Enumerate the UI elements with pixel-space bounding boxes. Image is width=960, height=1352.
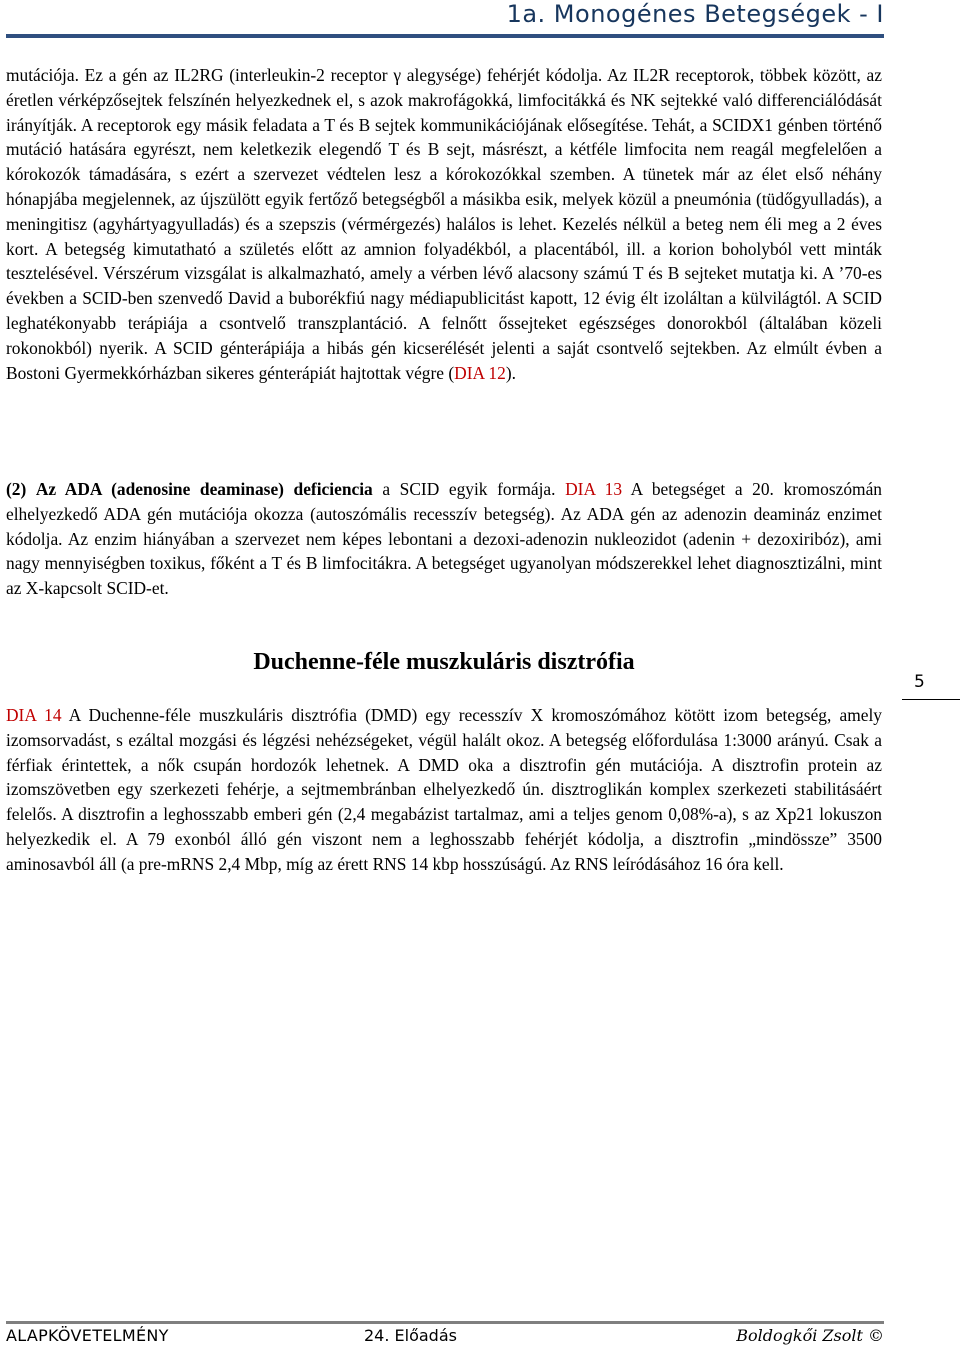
list-number: (2) (6, 479, 27, 499)
paragraph-ada-deficiency (6, 477, 882, 601)
page-header-title: 1a. Monogénes Betegségek - I (506, 0, 884, 28)
header-divider (6, 34, 884, 38)
section-heading: Duchenne-féle muszkuláris disztrófia (253, 649, 635, 675)
paragraph-scid-x1 (6, 63, 882, 385)
paragraph-text-a: a SCID egyik formája. (372, 479, 566, 499)
paragraph-text-end: ). (505, 362, 516, 383)
paragraph-dmd (6, 703, 882, 877)
dia-reference: DIA 14 (6, 705, 62, 725)
paragraph-lead-title: Az ADA (adenosine deaminase) deficiencia (35, 479, 373, 499)
page-number-underline (902, 699, 960, 700)
page-number: 5 (914, 672, 925, 692)
footer-lecture-label: 24. Előadás (364, 1326, 457, 1345)
paragraph-text: A Duchenne-féle muszkuláris disztrófia (DMD) egy recesszív X kromoszómához kötött izom betegség, amely izomsorvadást, s ezáltal mozgási és légzési nehézségeket, végül halált okoz. A betegség előfordulása 1:3000 arányú. Csak a férfiak érintettek, a nők csupán hordozók lehetnek. A DMD oka a disztrofin gén mutációja. A disztrofin protein az izomszövetben egy szerkezeti fehérje, a sejtmembránban elhelyezkedő ún. disztroglikán komplex szerkezeti stabilitásáért felelős. A disztrofin a leghosszabb emberi gén (2,4 megabázist tartalmaz, ami a teljes genom 0,08%-a), s az Xp21 lokuszon helyezkedik el. A 79 exonból álló gén viszont nem a leghosszabb fehérjét kódolja, a disztrofin „mindössze” 3500 aminosavból áll (a pre-mRNS 2,4 Mbp, míg az érett RNS 14 kbp hosszúságú. Az RNS leíródásához 16 óra kell. (6, 705, 882, 874)
paragraph-text-b: A betegséget a 20. kromoszómán elhelyezkedő ADA gén mutációja okozza (autoszómális recesszív betegség). Az ADA gén az adenozin deamináz enzimet kódolja. Az enzim hiányában a szervezet nem képes lebontani a dezoxi-adenozin nukleozidot (adenin + dezoxiribóz), ami nagy mennyiségben toxikus, főként a T és B limfocitákra. A betegséget ugyanolyan módszerekkel lehet diagnosztizálni, mint az X-kapcsolt SCID-et. (6, 479, 882, 599)
dia-reference: DIA 12 (454, 362, 506, 383)
paragraph-text: mutációja. Ez a gén az IL2RG (interleukin-2 receptor γ alegysége) fehérjét kódolja. Az IL2R receptorok, többek között, az éretlen vérképzősejtek felszínén helyezkednek el, s azok makrofágokká, limfocitákká és NK sejtekké való differenciálódását irányítják. A receptorok egy másik feladata a T és B sejtek kommunikációjának elősegítése. Tehát, a SCIDX1 génben történő mutáció hatására egyrészt, nem keletkezik elegendő T és B sejt, másrészt, a kétféle limfocita nem reagál megfelelően a kórokozók támadására, s ezért a szervezet védtelen lesz a kórokozókkal szemben. A tünetek már az élet első néhány hónapjába megjelennek, az újszülött egyik fertőző betegségből a másikba esik, melyek közül a pneumónia (tüdőgyulladás), a meningitisz (agyhártyagyulladás) és a szepszis (vérmérgezés) halálos is lehet. Kezelés nélkül a beteg nem éli meg a 2 éves kort. A betegség kimutatható a születés előtt az amnion folyadékból, a placentából, ill. a korion boholyból vett minták tesztelésével. Vérszérum vizsgálat is alkalmazható, amely a vérben lévő alacsony számú T és B sejteket mutatja ki. A ’70-es években a SCID-ben szenvedő David a buborékfiú nagy médiapublicitást kapott, 12 évig élt izoláltan a külvilágtól. A SCID leghatékonyabb terápiája a csontvelő transzplantáció. A felnőtt őssejteket egészséges donorokból (általában közeli rokonokból) nyerik. A SCID génterápiája a hibás gén kicserélését jelenti a saját csontvelő sejtekben. Az elmúlt évben a Bostoni Gyermekkórházban sikeres génterápiát hajtottak végre ( (6, 65, 882, 383)
footer-divider (6, 1321, 884, 1324)
dia-reference: DIA 13 (565, 479, 623, 499)
footer-left-label: ALAPKÖVETELMÉNY (6, 1326, 169, 1345)
footer-author: Boldogkői Zsolt © (736, 1326, 884, 1345)
